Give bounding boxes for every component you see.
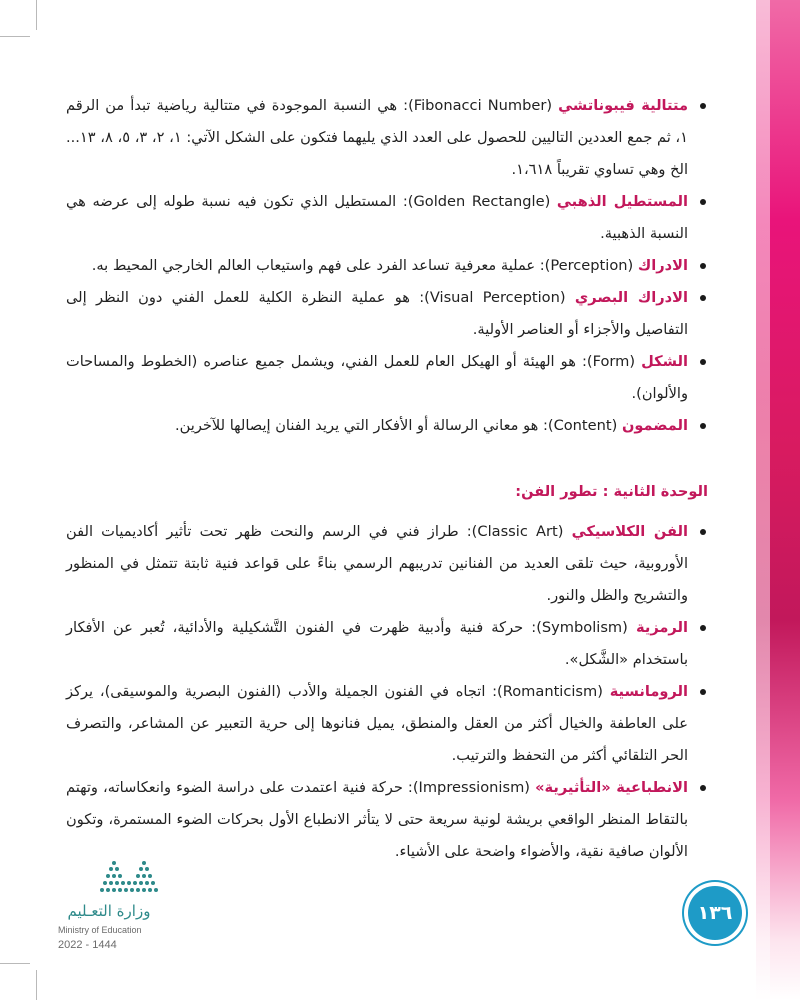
ministry-name-arabic: وزارة التعـليم bbox=[67, 902, 151, 920]
list-item bbox=[66, 772, 708, 868]
term-title: المضمون bbox=[621, 417, 688, 434]
term-definition: (Romanticism): اتجاه في الفنون الجميلة والأدب (الفنون البصرية والموسيقى)، يركز على العاطفة والخيال أكثر من العقل والمنطق، يميل فنانوها إلى حرية التعبير عن المشاعر، والتصرف الحر التلقائي أكثر من التحفظ والترتيب. bbox=[66, 683, 688, 764]
term-title: الادراك bbox=[637, 257, 688, 274]
list-item bbox=[66, 250, 708, 282]
edition-year: 2022 - 1444 bbox=[58, 939, 117, 951]
term-title: متتالية فيبوناتشي bbox=[558, 97, 688, 114]
term-definition: (Symbolism): حركة فنية وأدبية ظهرت في الفنون التَّشكيلية والأدائية، تُعبر عن الأفكار باستخدام «الشَّكل». bbox=[66, 619, 688, 668]
ministry-logo-icon bbox=[98, 860, 162, 898]
term-title: الفن الكلاسيكي bbox=[571, 523, 688, 540]
list-item bbox=[66, 676, 708, 772]
page-number-badge bbox=[688, 886, 742, 940]
term-title: الانطباعية «التأثيرية» bbox=[535, 779, 688, 796]
term-definition: (Classic Art): طراز فني في الرسم والنحت ظهر تحت تأثير أكاديميات الفن الأوروبية، حيث تلقى العديد من الفنانين تدريبهم الرسمي بناءً على قواعد فنية ثابتة تتمثل في المنظور والتشريح والظل والنور. bbox=[66, 523, 688, 604]
decorative-edge-strip bbox=[756, 0, 800, 1000]
list-item bbox=[66, 282, 708, 346]
ministry-logo bbox=[52, 860, 202, 970]
term-definition: (Visual Perception): هو عملية النظرة الكلية للعمل الفني دون النظر إلى التفاصيل والأجزاء أو العناصر الأولية. bbox=[66, 289, 688, 338]
list-item bbox=[66, 410, 708, 442]
unit2-heading: الوحدة الثانية : تطور الفن: bbox=[515, 483, 708, 500]
term-title: المستطيل الذهبي bbox=[556, 193, 688, 210]
term-title: الرمزية bbox=[635, 619, 688, 636]
term-definition: (Fibonacci Number): هي النسبة الموجودة في متتالية رياضية تبدأ من الرقم ١، ثم جمع العددين التاليين للحصول على العدد الذي يليهما فتكون على الشكل الآتي: ١، ٢، ٣، ٥، ٨، ١٣... الخ وهي تساوي تقريباً ١،٦١٨. bbox=[66, 97, 688, 178]
term-definition: (Impressionism): حركة فنية اعتمدت على دراسة الضوء وانعكاساته، وتهتم بالتقاط المنظر الواقعي بريشة لونية سريعة حتى لا يتأثر الانطباع الأول بحركات الضوء المستمرة، وتكون الألوان صافية نقية، والأضواء واضحة على الأشياء. bbox=[66, 779, 688, 860]
ministry-name-english: Ministry of Education bbox=[58, 925, 142, 935]
term-definition: (Form): هو الهيئة أو الهيكل العام للعمل الفني، ويشمل جميع عناصره (الخطوط والمساحات والألوان). bbox=[66, 353, 688, 402]
crop-mark bbox=[0, 36, 30, 37]
list-item bbox=[66, 612, 708, 676]
crop-mark bbox=[36, 970, 37, 1000]
term-definition: (Content): هو معاني الرسالة أو الأفكار التي يريد الفنان إيصالها للآخرين. bbox=[175, 417, 622, 434]
term-title: الشكل bbox=[641, 353, 688, 370]
page-number: ١٣٦ bbox=[697, 902, 733, 924]
decorative-edge-highlight bbox=[756, 0, 770, 1000]
unit1-term-list bbox=[66, 90, 708, 442]
list-item bbox=[66, 346, 708, 410]
term-title: الادراك البصري bbox=[574, 289, 688, 306]
unit2-term-list bbox=[66, 516, 708, 868]
list-item bbox=[66, 90, 708, 186]
list-item bbox=[66, 186, 708, 250]
term-title: الرومانسية bbox=[609, 683, 688, 700]
crop-mark bbox=[0, 963, 30, 964]
list-item bbox=[66, 516, 708, 612]
crop-mark bbox=[36, 0, 37, 30]
page-content bbox=[66, 90, 708, 868]
term-definition: (Perception): عملية معرفية تساعد الفرد على فهم واستيعاب العالم الخارجي المحيط به. bbox=[91, 257, 638, 274]
term-definition: (Golden Rectangle): المستطيل الذي تكون فيه نسبة طوله إلى عرضه هي النسبة الذهبية. bbox=[66, 193, 688, 242]
